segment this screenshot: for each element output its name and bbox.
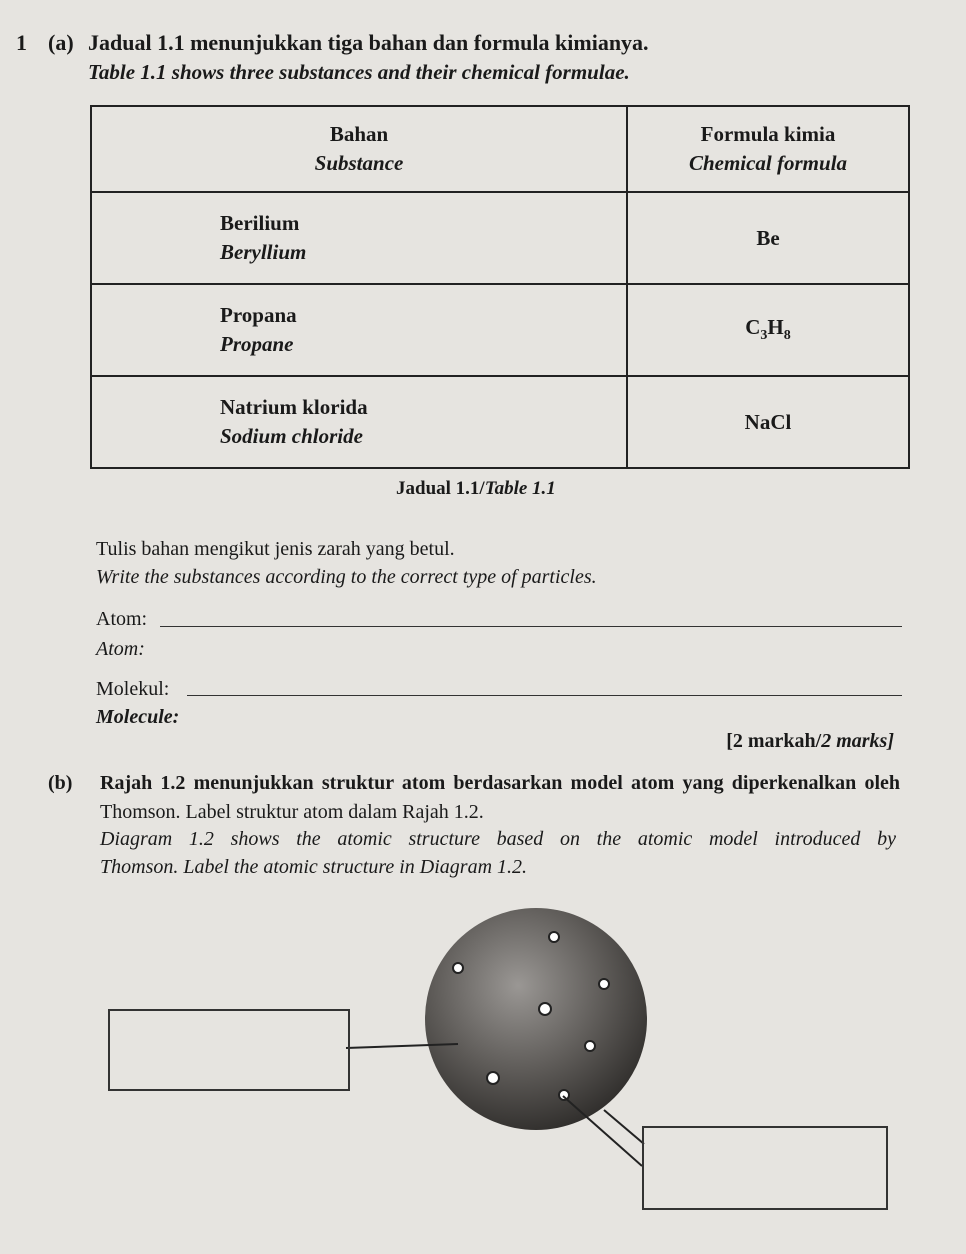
table-row bbox=[91, 192, 909, 284]
instruction-english: Write the substances according to the correct type of particles. bbox=[96, 566, 597, 588]
part-b-label: (b) bbox=[48, 772, 73, 794]
substance-cell bbox=[91, 192, 627, 284]
electron bbox=[539, 1003, 551, 1015]
header-substance-en: Substance bbox=[314, 151, 404, 175]
formula-cell: Be bbox=[627, 192, 909, 284]
molecule-label-en: Molecule: bbox=[96, 706, 180, 728]
electron bbox=[549, 932, 559, 942]
substance-en: Beryllium bbox=[220, 240, 307, 264]
label-box-left[interactable] bbox=[108, 1009, 350, 1091]
part-b-line1-ms: Rajah 1.2 menunjukkan struktur atom berdasarkan model atom yang diperkenalkan oleh bbox=[100, 772, 900, 794]
part-b-line1-en: Diagram 1.2 shows the atomic structure based on the atomic model introduced by bbox=[100, 828, 896, 850]
table-caption-en: Table 1.1 bbox=[484, 478, 556, 499]
substance-en: Propane bbox=[220, 332, 294, 356]
intro-malay: Jadual 1.1 menunjukkan tiga bahan dan formula kimianya. bbox=[88, 30, 649, 55]
substance-cell bbox=[91, 376, 627, 468]
electron bbox=[453, 963, 463, 973]
marks-en: 2 marks] bbox=[821, 730, 894, 752]
substance-cell bbox=[91, 284, 627, 376]
header-formula-ms: Formula kimia bbox=[700, 122, 836, 146]
molecule-label-ms: Molekul: bbox=[96, 678, 170, 700]
marks-ms: [2 markah/ bbox=[726, 730, 822, 752]
formula-h: H bbox=[767, 315, 784, 340]
table-header-row bbox=[91, 106, 909, 192]
electron bbox=[599, 979, 609, 989]
header-formula bbox=[627, 106, 909, 192]
substance-en: Sodium chloride bbox=[220, 424, 363, 448]
atom-label-ms: Atom: bbox=[96, 608, 148, 630]
substance-ms: Natrium klorida bbox=[220, 395, 368, 419]
atom-answer-line[interactable] bbox=[160, 626, 902, 627]
formula-c-subscript: 3 bbox=[760, 328, 768, 344]
formula-h-subscript: 8 bbox=[783, 328, 791, 344]
electron bbox=[559, 1090, 569, 1100]
header-substance bbox=[91, 106, 627, 192]
formula-c: C bbox=[745, 315, 761, 340]
positive-sphere bbox=[425, 908, 647, 1130]
electron bbox=[585, 1041, 595, 1051]
table-caption-ms: Jadual 1.1/ bbox=[396, 478, 485, 499]
table-caption bbox=[396, 478, 556, 500]
table-row bbox=[91, 376, 909, 468]
label-box-right[interactable] bbox=[642, 1126, 888, 1210]
intro-english: Table 1.1 shows three substances and their chemical formulae. bbox=[88, 60, 630, 84]
part-b-line2-ms: Thomson. Label struktur atom dalam Rajah 1.2. bbox=[100, 801, 484, 823]
instruction-malay: Tulis bahan mengikut jenis zarah yang betul. bbox=[96, 538, 455, 560]
formula-cell bbox=[627, 284, 909, 376]
atom-label-en: Atom: bbox=[96, 638, 145, 660]
header-formula-en: Chemical formula bbox=[688, 151, 848, 175]
part-a-label: (a) bbox=[48, 30, 74, 55]
substance-ms: Berilium bbox=[220, 211, 300, 235]
marks-allocation bbox=[726, 730, 894, 753]
substances-table bbox=[90, 105, 910, 469]
header-substance-ms: Bahan bbox=[329, 122, 389, 146]
formula-cell: NaCl bbox=[627, 376, 909, 468]
electron bbox=[487, 1072, 499, 1084]
substance-ms: Propana bbox=[220, 303, 297, 327]
part-b-line2-en: Thomson. Label the atomic structure in Diagram 1.2. bbox=[100, 856, 528, 878]
molecule-answer-line[interactable] bbox=[187, 695, 902, 696]
table-row bbox=[91, 284, 909, 376]
question-number: 1 bbox=[16, 30, 27, 55]
